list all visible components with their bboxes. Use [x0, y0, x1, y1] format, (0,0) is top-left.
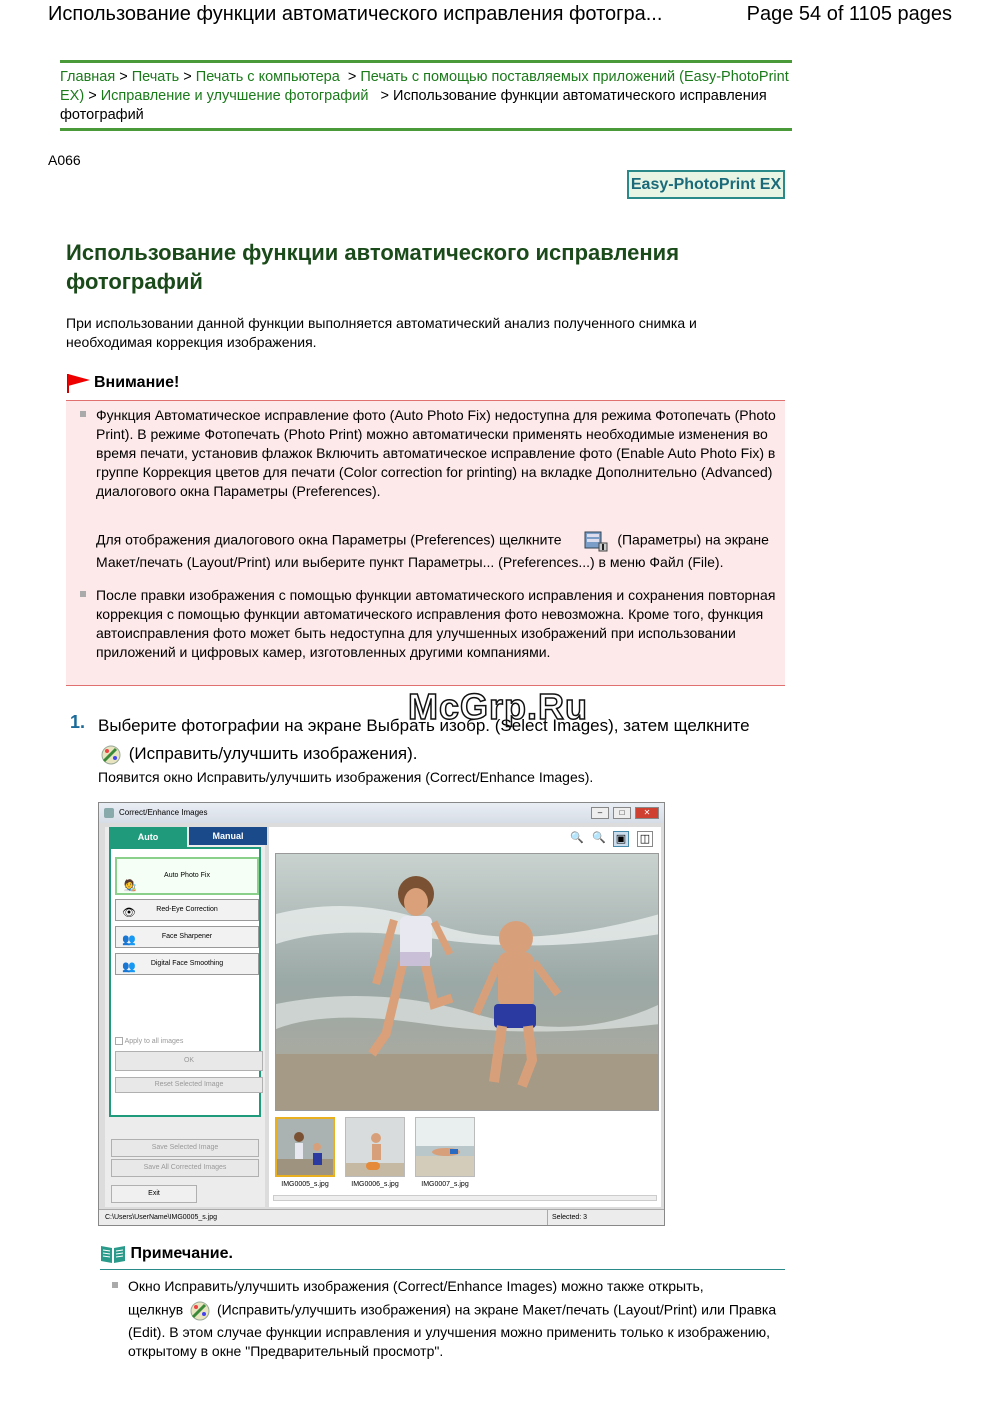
document-title: Использование функции автоматического исправления фотогра... [48, 3, 663, 25]
red-eye-icon: 👁 [122, 907, 136, 919]
preview-photo [275, 853, 659, 1111]
single-view-icon[interactable]: ▣ [613, 831, 629, 847]
compare-view-icon[interactable]: ◫ [637, 831, 653, 847]
red-flag-icon [66, 372, 92, 394]
ok-button[interactable]: OK [115, 1051, 263, 1071]
easy-photoprint-logo: Easy-PhotoPrint EX [627, 170, 785, 199]
page-heading: Использование функции автоматического исправления фотографий [66, 240, 680, 294]
step-1-text: Выберите фотографии на экране Выбрать изобр. (Select Images), затем щелкните (Исправить/улучшить изображения). [98, 712, 758, 768]
note-divider [100, 1269, 785, 1270]
app-icon [104, 808, 114, 818]
face-icon: 👥 [122, 934, 136, 946]
breadcrumb-link-print-computer[interactable]: Печать с компьютера [195, 69, 340, 85]
correct-enhance-icon[interactable] [98, 743, 124, 767]
top-divider [60, 60, 792, 63]
breadcrumb-link-easyphotoprint[interactable]: Печать с помощью поставляемых приложений (Easy-PhotoPrint EX) [60, 69, 789, 104]
note-text: щелкнув (Исправить/улучшить изображения) на экране Макет/печать (Layout/Print) или Правка (Edit). В этом случае функции исправления и улучшения можно применить только к изображению, открытому в окне "Предварительный просмотр". [128, 1299, 788, 1361]
auto-tools-panel [109, 847, 261, 1117]
tab-manual[interactable]: Manual [189, 827, 267, 845]
auto-photo-fix-button[interactable]: 🧑‍🎨 Auto Photo Fix [115, 857, 259, 895]
reset-selected-image-button[interactable]: Reset Selected Image [115, 1077, 263, 1093]
caution-item-1-extra: Для отображения диалогового окна Параметры (Preferences) щелкните (Параметры) на экране Макет/печать (Layout/Print) или выберите пункт Параметры... (Preferences...) в меню Файл (File). [96, 529, 776, 572]
bullet-icon [112, 1282, 118, 1288]
step-number: 1. [70, 712, 86, 732]
breadcrumb-current: Использование функции автоматического исправления фотографий [60, 88, 767, 123]
red-eye-correction-button[interactable]: 👁 Red-Eye Correction [115, 899, 259, 921]
zoom-out-icon[interactable]: 🔍 [592, 832, 606, 844]
maximize-button[interactable]: □ [613, 807, 631, 819]
thumbnail-scrollbar[interactable] [273, 1195, 657, 1201]
thumbnail-label: IMG0005_s.jpg [281, 1181, 329, 1188]
correct-enhance-icon[interactable] [187, 1299, 213, 1323]
book-icon [100, 1244, 126, 1264]
thumbnail-label: IMG0006_s.jpg [351, 1181, 399, 1188]
preview-pane [269, 827, 661, 1207]
digital-face-smoothing-button[interactable]: 👥 Digital Face Smoothing [115, 953, 259, 975]
thumbnail-image[interactable] [275, 1117, 335, 1177]
apply-all-checkbox[interactable]: Apply to all images [115, 1037, 183, 1045]
thumbnail-label: IMG0007_s.jpg [421, 1181, 469, 1188]
save-all-corrected-images-button[interactable]: Save All Corrected Images [111, 1159, 259, 1177]
close-button[interactable]: ✕ [635, 807, 659, 819]
breadcrumb: Главная > Печать > Печать с компьютера > Печать с помощью поставляемых приложений (Easy-PhotoPrint EX) > Исправление и улучшение фотографий > Использование функции автоматического исправления фотографий [60, 69, 789, 123]
note-heading: Примечание. [100, 1244, 233, 1264]
step-1-result: Появится окно Исправить/улучшить изображения (Correct/Enhance Images). [98, 769, 594, 785]
minimize-button[interactable]: – [591, 807, 609, 819]
document-code: A066 [48, 152, 81, 168]
note-text-line-1: Окно Исправить/улучшить изображения (Correct/Enhance Images) можно также открыть, [128, 1278, 704, 1294]
correct-enhance-window [98, 802, 665, 1226]
thumbnail-image[interactable] [415, 1117, 475, 1177]
page-counter: Page 54 of 1105 pages [746, 3, 952, 25]
face-icon: 👥 [122, 961, 136, 973]
window-titlebar: Correct/Enhance Images – □ ✕ [99, 803, 664, 823]
thumbnail-image[interactable] [345, 1117, 405, 1177]
caution-heading: Внимание! [66, 372, 179, 394]
breadcrumb-link-print[interactable]: Печать [131, 69, 180, 85]
status-path: C:\Users\UserName\IMG0005_s.jpg [105, 1214, 218, 1221]
exit-button[interactable]: Exit [111, 1185, 197, 1203]
breadcrumb-divider [60, 128, 792, 131]
bullet-icon [80, 591, 86, 597]
zoom-in-icon[interactable]: 🔍 [570, 832, 584, 844]
status-bar [99, 1209, 664, 1225]
bullet-icon [80, 411, 86, 417]
caution-item-1: Функция Автоматическое исправление фото (Auto Photo Fix) недоступна для режима Фотопечать (Photo Print). В режиме Фотопечать (Photo Print) можно автоматически применять необходимые изменения во время печати, установив флажок Включить автоматическое исправление фото (Enable Auto Photo Fix) в группе Коррекция цветов для печати (Color correction for printing) на вкладке Дополнительно (Advanced) диалогового окна Параметры (Preferences). [96, 407, 776, 499]
breadcrumb-link-home[interactable]: Главная [60, 69, 116, 85]
photo-fix-icon: 🧑‍🎨 [123, 880, 137, 892]
intro-paragraph: При использовании данной функции выполняется автоматический анализ полученного снимка и необходимая коррекция изображения. [66, 315, 697, 350]
preferences-icon[interactable] [583, 529, 609, 553]
tab-auto[interactable]: Auto [109, 827, 187, 847]
caution-item-2: После правки изображения с помощью функции автоматического исправления и сохранения повторная коррекция с помощью функции автоматического исправления фото невозможна. Кроме того, функция автоисправления фото может быть недоступна для улучшенных изображений при использовании приложений и цифровых камер, изготовленных другими компаниями. [96, 587, 776, 660]
face-sharpener-button[interactable]: 👥 Face Sharpener [115, 926, 259, 948]
save-selected-image-button[interactable]: Save Selected Image [111, 1139, 259, 1157]
status-selected: Selected: 3 [547, 1210, 663, 1225]
page-header [0, 0, 1000, 40]
breadcrumb-link-correct-enhance[interactable]: Исправление и улучшение фотографий [100, 88, 369, 104]
tools-pane [105, 827, 265, 1207]
watermark: McGrp.Ru [408, 686, 589, 727]
